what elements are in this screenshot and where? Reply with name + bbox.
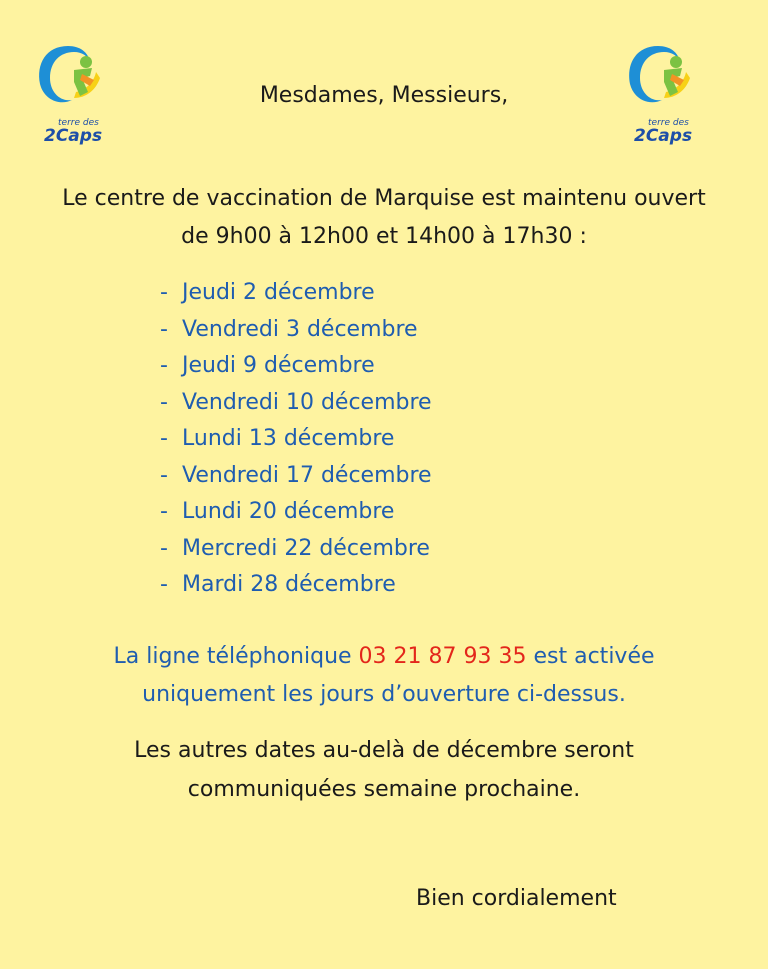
logo-wordmark: terre des 2Caps: [44, 118, 103, 146]
list-item: - Jeudi 9 décembre: [160, 353, 375, 378]
list-item: - Vendredi 10 décembre: [160, 389, 432, 415]
list-item: - Mercredi 22 décembre: [160, 535, 430, 561]
logo-mark-icon: [30, 40, 110, 120]
list-item: - Vendredi 17 décembre: [160, 462, 432, 488]
closing-signoff: Bien cordialement: [416, 886, 617, 911]
logo-wordmark: terre des 2Caps: [634, 118, 693, 146]
list-item: - Lundi 20 décembre: [160, 499, 395, 524]
list-item: - Vendredi 3 décembre: [160, 316, 418, 342]
greeting-text: Mesdames, Messieurs,: [259, 83, 509, 108]
phone-number[interactable]: 03 21 87 93 35: [358, 644, 527, 669]
logo-mark-icon: [620, 40, 700, 120]
intro-paragraph: [0, 180, 768, 256]
list-item: - Lundi 13 décembre: [160, 426, 395, 451]
intro-line-1: Le centre de vaccination de Marquise est maintenu ouvert: [62, 186, 706, 211]
intro-line-2: de 9h00 à 12h00 et 14h00 à 17h30 :: [181, 224, 587, 249]
later-line-1: Les autres dates au-delà de décembre seront: [134, 738, 634, 763]
phone-line-1: La ligne téléphonique 03 21 87 93 35 est activée: [113, 644, 655, 669]
list-item: - Mardi 28 décembre: [160, 572, 396, 597]
later-dates-notice: [0, 731, 768, 809]
later-line-2: communiquées semaine prochaine.: [187, 777, 581, 802]
list-item: - Jeudi 2 décembre: [160, 280, 375, 305]
phone-notice: [0, 638, 768, 714]
greeting: [0, 83, 768, 108]
opening-dates-list: [160, 275, 432, 604]
phone-line-2: uniquement les jours d’ouverture ci-dessus.: [142, 682, 626, 707]
